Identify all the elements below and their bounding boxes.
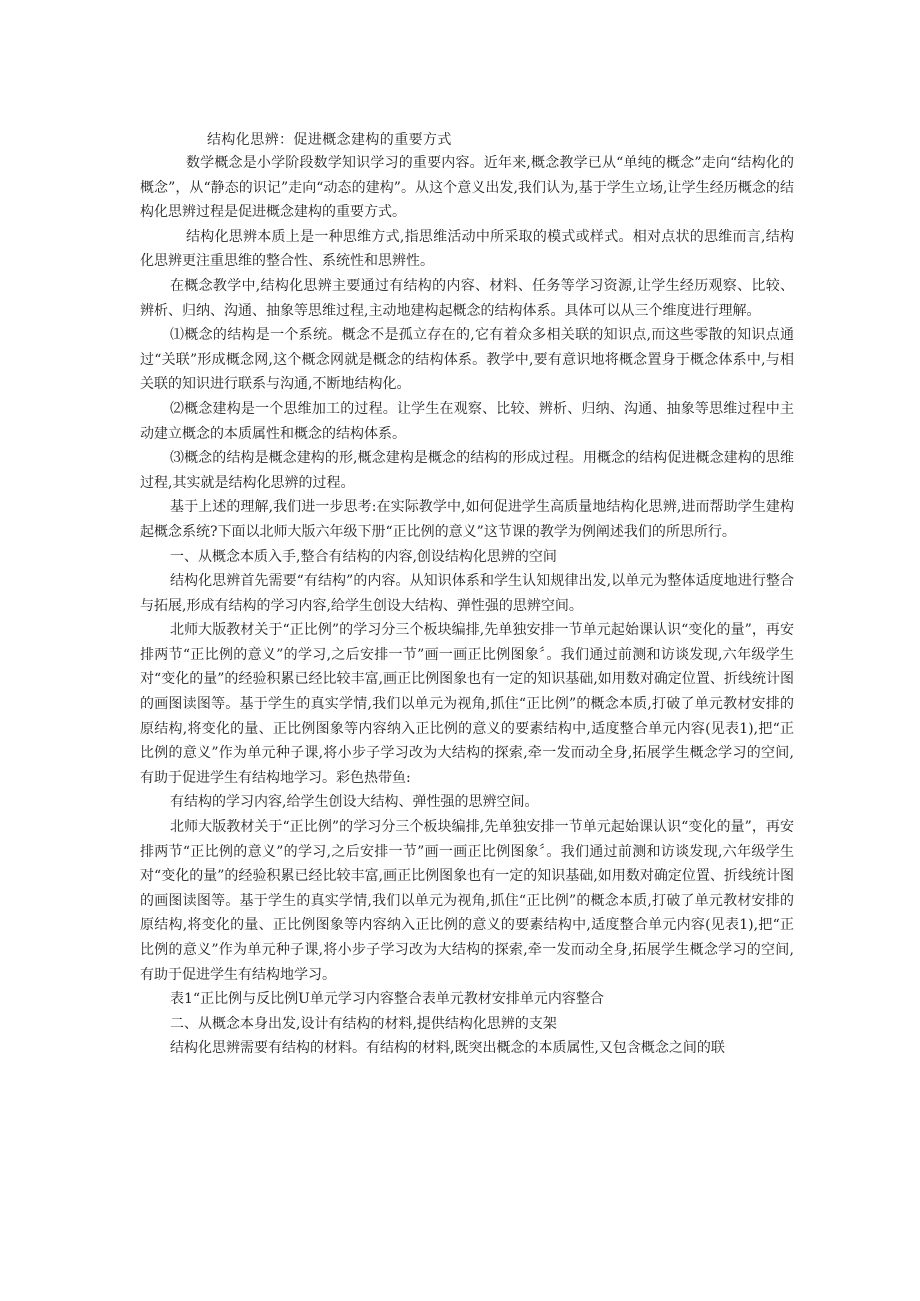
paragraph-definition: 结构化思辨本质上是一种思维方式,指思维活动中所采取的模式或样式。相对点状的思维而言,结构化思辨更注重思维的整合性、系统性和思辨性。 xyxy=(140,228,794,270)
paragraph-textbook-analysis: 北师大版教材关于“正比例”的学习分三个板块编排,先单独安排一节单元起始课认识“变化的量”，再安排两节“正比例的意义”的学习,之后安排一节”画一画正比例图象〞。我们通过前测和访谈发现,六年级学生对“变化的量”的经验积累已经比较丰富,画正比例图象也有一定的知识基础,如用数对确定位置、折线统计图的画图读图等。基于学生的真实学情,我们以单元为视角,抓住“正比例”的概念本质,打破了单元教材安排的原结构,将变化的量、正比例图象等内容纳入正比例的意义的要素结构中,适度整合单元内容(见表1),把“正比例的意义”作为单元种子课,将小步子学习改为大结构的探索,牵一发而动全身,拓展学生概念学习的空间,有助于促进学生有结构地学习。彩色热带鱼: xyxy=(140,622,794,786)
paragraph-structured-materials: 结构化思辨需要有结构的材料。有结构的材料,既突出概念的本质属性,又包含概念之间的联 xyxy=(170,1040,725,1057)
document-title: 结构化思辨：促进概念建构的重要方式 xyxy=(207,132,452,148)
paragraph-structured-content: 结构化思辨首先需要“有结构”的内容。从知识体系和学生认知规律出发,以单元为整体适度地进行整合与拓展,形成有结构的学习内容,给学生创设大结构、弹性强的思辨空间。 xyxy=(140,573,794,614)
section-heading-2: 二、从概念本身出发,设计有结构的材料,提供结构化思辨的支架 xyxy=(170,1015,557,1032)
paragraph-learning-content: 有结构的学习内容,给学生创设大结构、弹性强的思辨空间。 xyxy=(170,794,539,811)
paragraph-reflection: 基于上述的理解,我们进一步思考:在实际教学中,如何促进学生高质量地结构化思辨,进而帮助学生建构起概念系统?下面以北师大版六年级下册“正比例的意义”这节课的教学为例阐述我们的所思所行。 xyxy=(140,499,794,540)
paragraph-point-2: ⑵概念建构是一个思维加工的过程。让学生在观察、比较、辨析、归纳、沟通、抽象等思维过程中主动建立概念的本质属性和概念的结构体系。 xyxy=(140,400,794,442)
paragraph-intro: 数学概念是小学阶段数学知识学习的重要内容。近年来,概念教学已从“单纯的概念”走向“结构化的概念”，从“静态的识记”走向“动态的建构”。从这个意义出发,我们认为,基于学生立场,让学生经历概念的结构化思辨过程是促进概念建构的重要方式。 xyxy=(140,155,794,221)
paragraph-textbook-analysis-repeat: 北师大版教材关于“正比例”的学习分三个板块编排,先单独安排一节单元起始课认识“变化的量”，再安排两节“正比例的意义”的学习,之后安排一节”画一画正比例图象〞。我们通过前测和访谈发现,六年级学生对“变化的量”的经验积累已经比较丰富,画正比例图象也有一定的知识基础,如用数对确定位置、折线统计图的画图读图等。基于学生的真实学情,我们以单元为视角,抓住“正比例”的概念本质,打破了单元教材安排的原结构,将变化的量、正比例图象等内容纳入正比例的意义的要素结构中,适度整合单元内容(见表1),把“正比例的意义”作为单元种子课,将小步子学习改为大结构的探索,牵一发而动全身,拓展学生概念学习的空间,有助于促进学生有结构地学习。 xyxy=(140,819,794,983)
section-heading-1: 一、从概念本质入手,整合有结构的内容,创设结构化思辨的空间 xyxy=(170,548,557,565)
document-body xyxy=(140,151,794,1061)
paragraph-point-3: ⑶概念的结构是概念建构的形,概念建构是概念的结构的形成过程。用概念的结构促进概念建构的思维过程,其实就是结构化思辨的过程。 xyxy=(140,450,794,491)
paragraph-concept-teaching: 在概念教学中,结构化思辨主要通过有结构的内容、材料、任务等学习资源,让学生经历观察、比较、辨析、归纳、沟通、抽象等思维过程,主动地建构起概念的结构体系。具体可以从三个维度进行理解。 xyxy=(140,277,794,319)
table-caption: 表1“正比例与反比例U单元学习内容整合表单元教材安排单元内容整合 xyxy=(170,991,604,1008)
paragraph-point-1: ⑴概念的结构是一个系统。概念不是孤立存在的,它有着众多相关联的知识点,而这些零散的知识点通过“关联”形成概念网,这个概念网就是概念的结构体系。教学中,要有意识地将概念置身于概念体系中,与相关联的知识进行联系与沟通,不断地结构化。 xyxy=(140,327,794,393)
